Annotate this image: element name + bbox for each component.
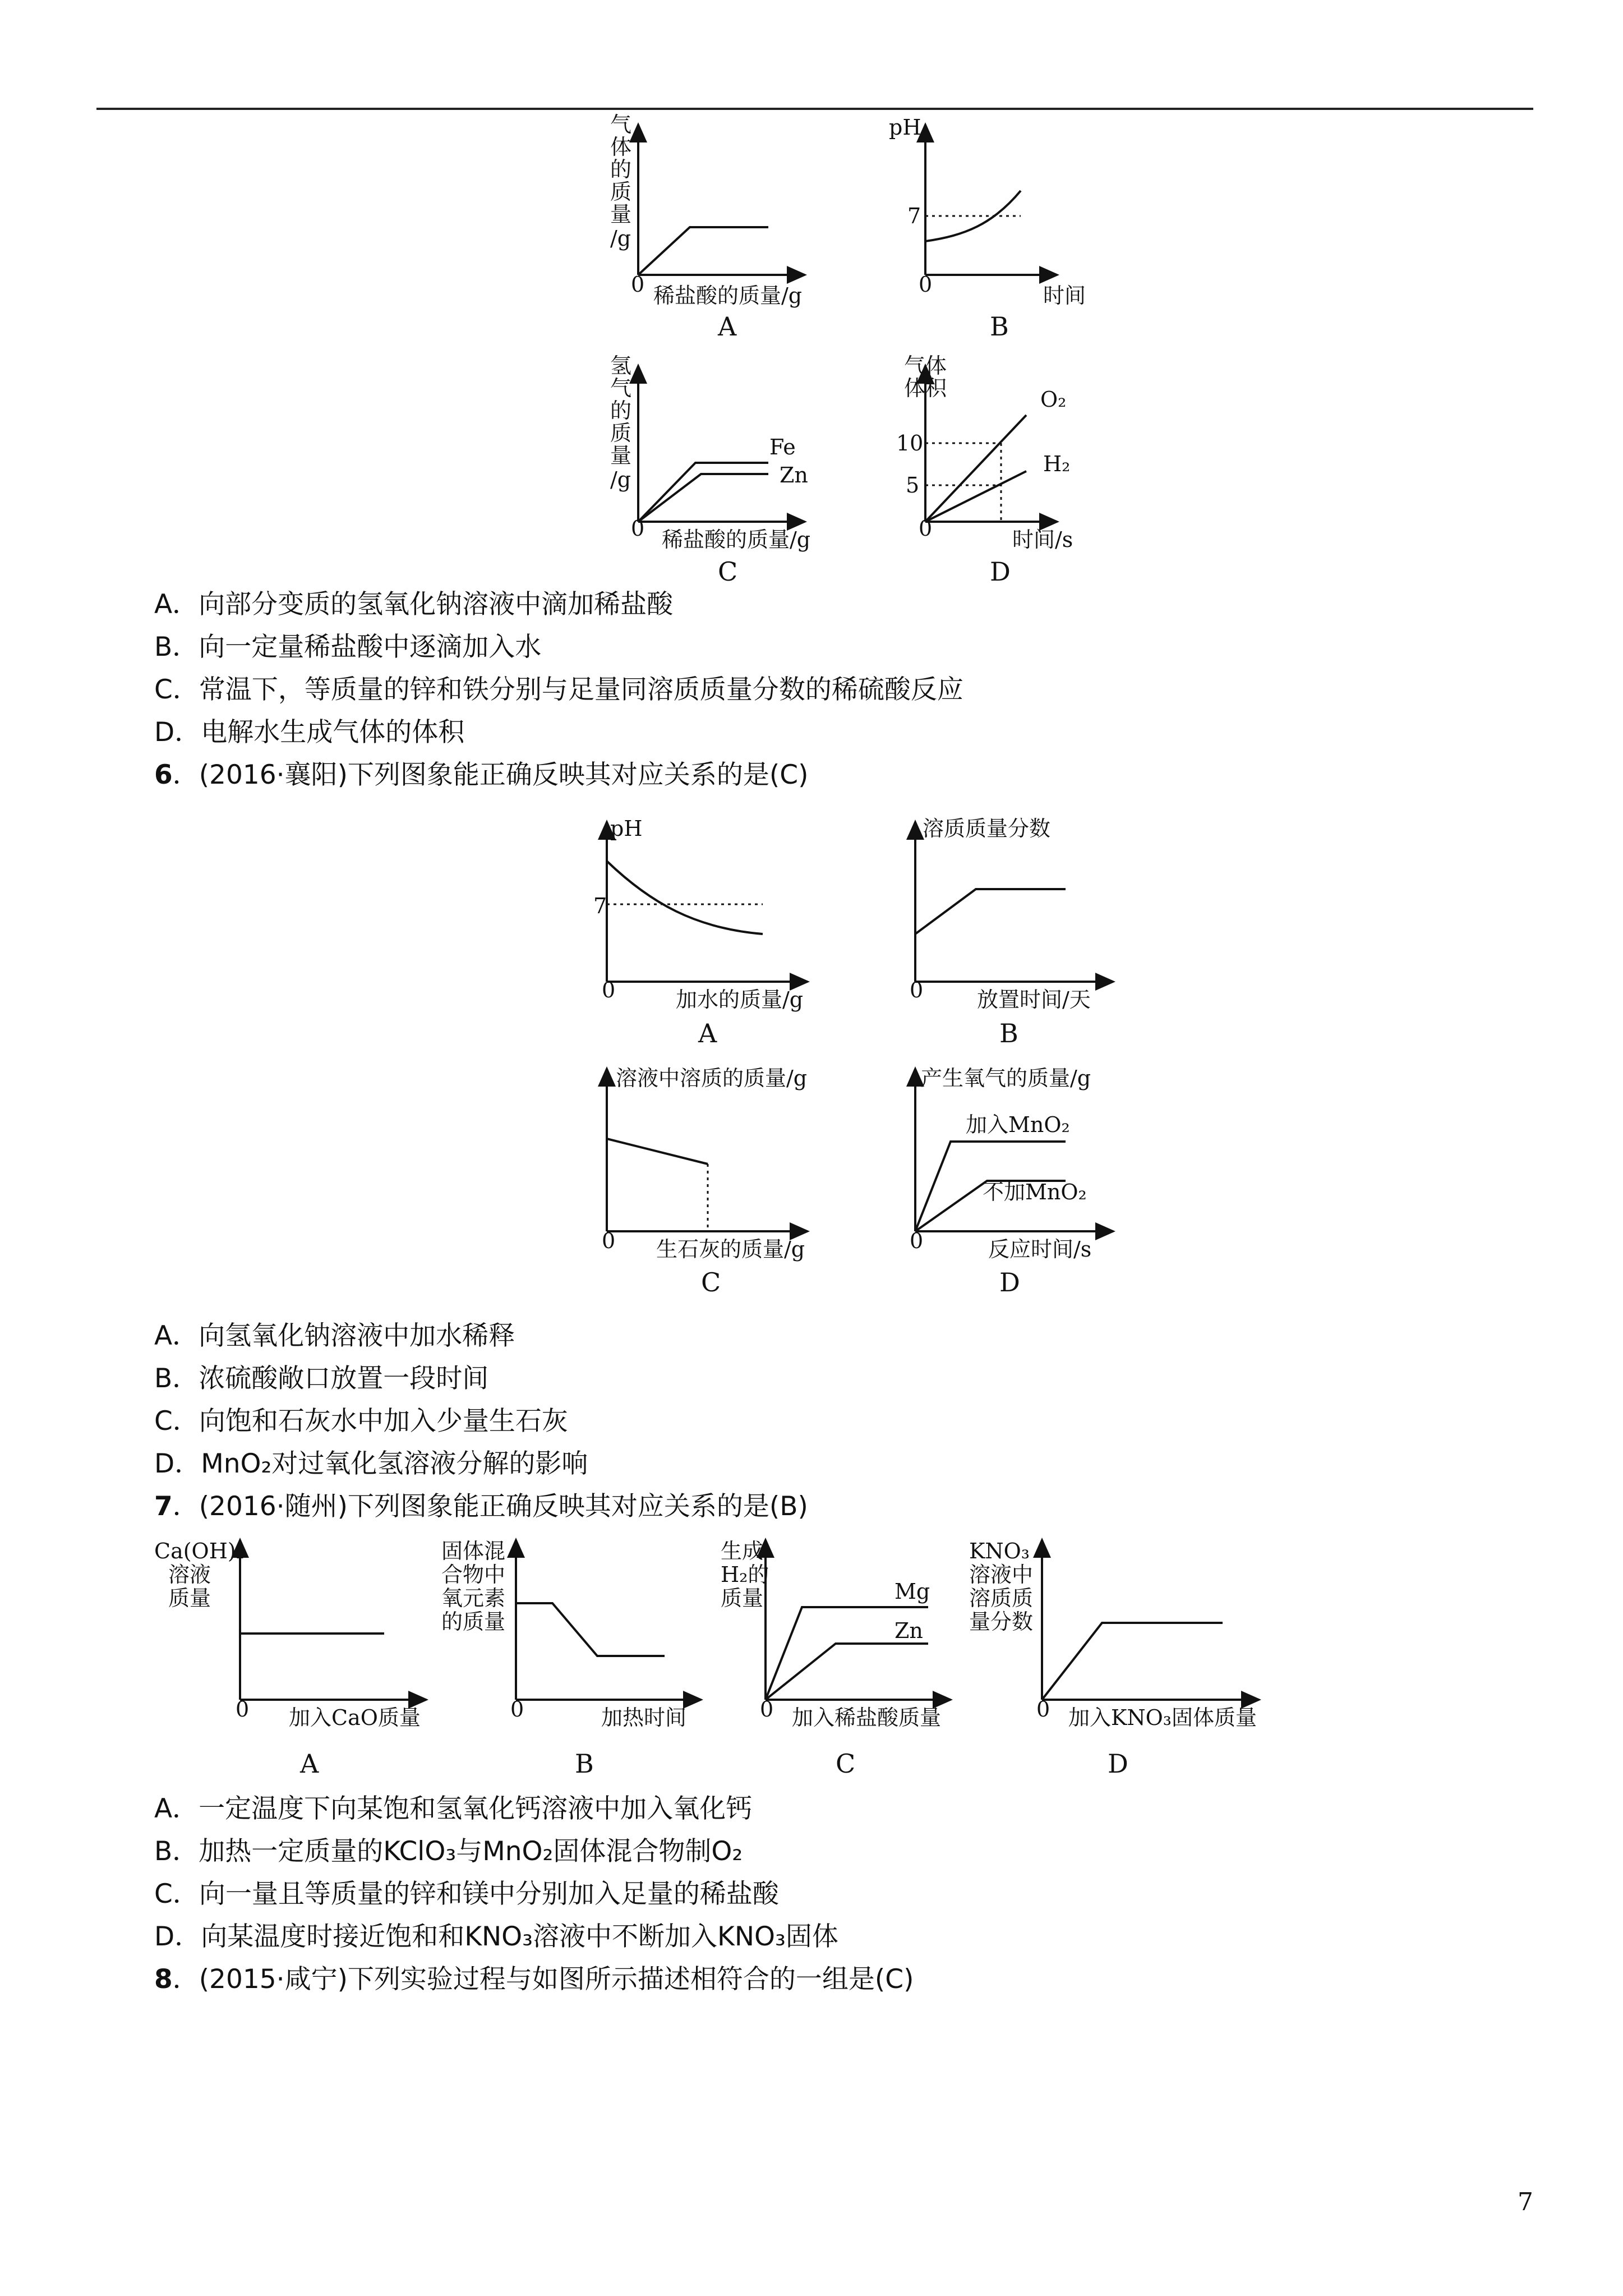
svg-text:D: D xyxy=(999,1267,1020,1297)
svg-text:10: 10 xyxy=(896,431,924,455)
svg-text:时间: 时间 xyxy=(1043,283,1086,308)
svg-text:放置时间/天: 放置时间/天 xyxy=(977,987,1091,1012)
svg-text:0: 0 xyxy=(510,1697,524,1722)
q7-stem xyxy=(154,1490,808,1524)
q6-option-b: B．浓硫酸敞口放置一段时间 xyxy=(154,1363,489,1394)
svg-text:合物中: 合物中 xyxy=(441,1562,506,1587)
svg-text:气体: 气体 xyxy=(904,353,947,378)
svg-text:0: 0 xyxy=(1036,1697,1050,1722)
q8-stem xyxy=(154,1963,914,1996)
svg-text:O₂: O₂ xyxy=(1040,387,1067,412)
svg-text:体积: 体积 xyxy=(904,376,947,401)
q5-chart-b xyxy=(889,115,1086,342)
svg-text:质量: 质量 xyxy=(168,1586,211,1611)
q6-stem xyxy=(154,758,808,792)
q7-option-c: C．向一量且等质量的锌和镁中分别加入足量的稀盐酸 xyxy=(154,1879,779,1910)
svg-text:B: B xyxy=(990,311,1009,342)
svg-text:稀盐酸的质量/g: 稀盐酸的质量/g xyxy=(662,527,811,552)
svg-text:加入MnO₂: 加入MnO₂ xyxy=(966,1112,1070,1137)
q6-option-d: D．MnO₂对过氧化氢溶液分解的影响 xyxy=(154,1448,588,1479)
q6-chart-a xyxy=(593,816,808,1048)
svg-text:KNO₃: KNO₃ xyxy=(969,1539,1030,1563)
svg-text:0: 0 xyxy=(760,1697,774,1722)
q6-chart-d xyxy=(910,1066,1113,1297)
svg-text:加水的质量/g: 加水的质量/g xyxy=(676,987,804,1012)
svg-text:Zn: Zn xyxy=(780,463,808,487)
svg-text:pH: pH xyxy=(610,816,643,841)
svg-text:0: 0 xyxy=(631,516,645,541)
svg-text:/g: /g xyxy=(610,226,631,251)
svg-text:溶液中: 溶液中 xyxy=(969,1562,1034,1587)
q6-stem-text: ．(2016·襄阳)下列图象能正确反映其对应关系的是(C) xyxy=(172,760,809,790)
q7-chart-b xyxy=(441,1539,701,1779)
svg-text:A: A xyxy=(698,1018,717,1048)
q6-chart-b xyxy=(910,816,1113,1048)
svg-text:量分数: 量分数 xyxy=(969,1609,1034,1634)
q7-option-b: B．加热一定质量的KClO₃与MnO₂固体混合物制O₂ xyxy=(154,1836,743,1867)
svg-text:A: A xyxy=(718,311,737,342)
q5-chart-d xyxy=(896,353,1073,587)
q7-chart-a xyxy=(154,1539,426,1779)
svg-text:C: C xyxy=(718,556,738,587)
svg-text:的: 的 xyxy=(610,157,632,182)
q8-number: 8 xyxy=(154,1964,173,1995)
svg-text:D: D xyxy=(990,556,1011,587)
svg-text:0: 0 xyxy=(602,978,616,1002)
svg-text:0: 0 xyxy=(631,272,645,297)
svg-text:H₂: H₂ xyxy=(1043,452,1071,476)
q5-option-c: C．常温下，等质量的锌和铁分别与足量同溶质质量分数的稀硫酸反应 xyxy=(154,674,963,705)
svg-text:7: 7 xyxy=(907,204,921,228)
svg-text:Fe: Fe xyxy=(769,435,796,459)
q5-option-d: D．电解水生成气体的体积 xyxy=(154,717,465,748)
svg-text:反应时间/s: 反应时间/s xyxy=(988,1237,1092,1262)
svg-text:A: A xyxy=(300,1749,319,1779)
svg-text:0: 0 xyxy=(602,1228,616,1253)
svg-text:C: C xyxy=(701,1267,721,1297)
q7-chart-d xyxy=(969,1539,1259,1779)
svg-text:H₂的: H₂的 xyxy=(721,1562,769,1587)
page-number: 7 xyxy=(1518,2188,1533,2216)
svg-text:的: 的 xyxy=(610,398,632,423)
svg-text:加入KNO₃固体质量: 加入KNO₃固体质量 xyxy=(1068,1705,1257,1730)
q7-number: 7 xyxy=(154,1491,173,1522)
svg-text:质: 质 xyxy=(610,180,632,204)
q5-option-a: A．向部分变质的氢氧化钠溶液中滴加稀盐酸 xyxy=(154,589,674,620)
q5-chart-c xyxy=(610,353,810,587)
svg-text:质: 质 xyxy=(610,421,632,445)
svg-text:溶质质量分数: 溶质质量分数 xyxy=(923,816,1051,841)
svg-text:溶液: 溶液 xyxy=(168,1562,211,1587)
svg-text:量: 量 xyxy=(610,443,632,468)
svg-text:固体混: 固体混 xyxy=(441,1539,506,1563)
svg-text:氧元素: 氧元素 xyxy=(441,1586,506,1611)
svg-text:时间/s: 时间/s xyxy=(1012,527,1073,552)
svg-text:质量: 质量 xyxy=(721,1586,764,1611)
q6-chart-c xyxy=(602,1066,808,1297)
svg-text:0: 0 xyxy=(910,978,924,1002)
svg-text:/g: /g xyxy=(610,467,631,492)
svg-text:气: 气 xyxy=(610,112,632,137)
svg-text:D: D xyxy=(1108,1749,1128,1779)
svg-text:稀盐酸的质量/g: 稀盐酸的质量/g xyxy=(653,283,803,308)
q5-chart-a xyxy=(610,112,805,342)
q7-stem-text: ．(2016·随州)下列图象能正确反映其对应关系的是(B) xyxy=(172,1491,808,1522)
svg-text:加入CaO质量: 加入CaO质量 xyxy=(289,1705,421,1730)
svg-text:0: 0 xyxy=(919,516,933,541)
svg-text:溶质质: 溶质质 xyxy=(969,1586,1034,1611)
svg-text:0: 0 xyxy=(910,1228,924,1253)
q5-option-b: B．向一定量稀盐酸中逐滴加入水 xyxy=(154,632,542,662)
svg-text:的质量: 的质量 xyxy=(441,1609,506,1634)
q6-option-a: A．向氢氧化钠溶液中加水稀释 xyxy=(154,1320,515,1351)
svg-text:0: 0 xyxy=(919,272,933,297)
svg-text:Mg: Mg xyxy=(895,1579,930,1604)
svg-text:0: 0 xyxy=(236,1697,250,1722)
svg-text:生成: 生成 xyxy=(721,1539,764,1563)
svg-text:量: 量 xyxy=(610,202,632,227)
q6-option-c: C．向饱和石灰水中加入少量生石灰 xyxy=(154,1406,568,1437)
svg-text:气: 气 xyxy=(610,376,632,401)
svg-text:氢: 氢 xyxy=(610,353,632,378)
svg-text:产生氧气的质量/g: 产生氧气的质量/g xyxy=(921,1066,1091,1091)
svg-text:生石灰的质量/g: 生石灰的质量/g xyxy=(656,1237,805,1262)
svg-text:溶液中溶质的质量/g: 溶液中溶质的质量/g xyxy=(616,1066,808,1091)
q8-stem-text: ．(2015·咸宁)下列实验过程与如图所示描述相符合的一组是(C) xyxy=(172,1964,914,1995)
svg-text:B: B xyxy=(575,1749,594,1779)
svg-text:C: C xyxy=(836,1749,856,1779)
svg-text:加热时间: 加热时间 xyxy=(601,1705,687,1730)
svg-text:Ca(OH)₂: Ca(OH)₂ xyxy=(154,1539,245,1563)
svg-text:不加MnO₂: 不加MnO₂ xyxy=(983,1180,1087,1204)
svg-text:Zn: Zn xyxy=(895,1618,923,1643)
q6-number: 6 xyxy=(154,760,173,790)
q7-option-a: A．一定温度下向某饱和氢氧化钙溶液中加入氧化钙 xyxy=(154,1793,753,1824)
q7-chart-c xyxy=(721,1539,951,1779)
svg-text:B: B xyxy=(999,1018,1018,1048)
q7-option-d: D．向某温度时接近饱和和KNO₃溶液中不断加入KNO₃固体 xyxy=(154,1921,838,1952)
svg-text:体: 体 xyxy=(610,135,632,159)
svg-text:加入稀盐酸质量: 加入稀盐酸质量 xyxy=(792,1705,942,1730)
svg-text:7: 7 xyxy=(593,894,607,918)
svg-text:5: 5 xyxy=(906,473,920,498)
svg-text:pH: pH xyxy=(889,115,921,140)
